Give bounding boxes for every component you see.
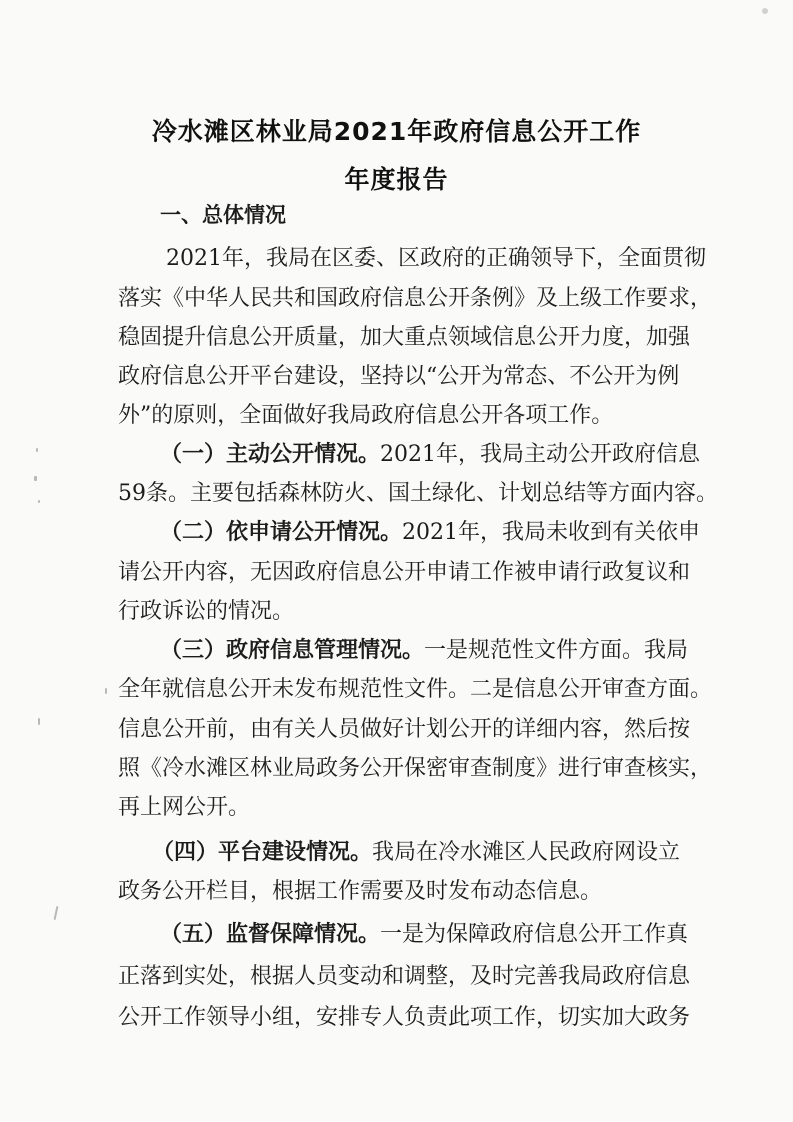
- paragraph-text: 一是规范性文件方面。我局: [424, 638, 689, 663]
- paragraph-text: 一是为保障政府信息公开工作真: [380, 922, 689, 947]
- paragraph-text: 2021年，我局主动公开政府信息: [380, 442, 701, 467]
- scan-speck: [54, 906, 59, 920]
- subsection-heading: （五）监督保障情况。: [160, 922, 381, 947]
- paragraph-line: 请公开内容，无因政府信息公开申请工作被申请行政复议和: [118, 560, 691, 585]
- paragraph-line: [160, 440, 700, 470]
- subsection-heading: （二）依申请公开情况。: [160, 520, 403, 545]
- subsection-heading: （四）平台建设情况。: [152, 840, 373, 865]
- paragraph-line: [160, 636, 688, 666]
- document-title-line-2: 年度报告: [344, 165, 449, 194]
- paragraph-text: 我局在冷水滩区人民政府网设立: [372, 840, 681, 865]
- paragraph-line: 59条。主要包括森林防火、国土绿化、计划总结等方面内容。: [118, 481, 718, 506]
- paragraph-line: 全年就信息公开未发布规范性文件。二是信息公开审查方面。: [118, 677, 713, 702]
- paragraph-line: 外”的原则，全面做好我局政府信息公开各项工作。: [118, 403, 614, 428]
- scan-speck: [762, 8, 768, 14]
- paragraph-line: 政府信息公开平台建设，坚持以“公开为常态、不公开为例: [118, 364, 680, 389]
- paragraph-line: 再上网公开。: [118, 795, 251, 820]
- section-heading: 一、总体情况: [160, 203, 286, 227]
- subsection-heading: （三）政府信息管理情况。: [160, 638, 425, 663]
- paragraph-line: [152, 838, 680, 868]
- scan-speck: [36, 448, 38, 452]
- scan-speck: [105, 688, 107, 694]
- paragraph-line: 稳固提升信息公开质量，加大重点领域信息公开力度，加强: [118, 325, 691, 350]
- paragraph-line: 2021年，我局在区委、区政府的正确领导下，全面贯彻: [166, 246, 706, 271]
- paragraph-line: 政务公开栏目，根据工作需要及时发布动态信息。: [118, 879, 603, 904]
- scan-speck: [38, 500, 40, 503]
- document-title: 冷水滩区林业局2021年政府信息公开工作: [151, 117, 642, 146]
- paragraph-line: [160, 518, 700, 548]
- paragraph-line: 照《冷水滩区林业局政务公开保密审查制度》进行审查核实，: [118, 756, 713, 781]
- paragraph-line: 正落到实处，根据人员变动和调整，及时完善我局政府信息: [118, 964, 691, 989]
- subsection-heading: （一）主动公开情况。: [160, 442, 381, 467]
- paragraph-line: 信息公开前，由有关人员做好计划公开的详细内容，然后按: [118, 717, 691, 742]
- paragraph-line: [160, 920, 688, 950]
- scan-speck: [34, 476, 37, 481]
- scan-speck: [38, 718, 40, 725]
- paragraph-line: 行政诉讼的情况。: [118, 599, 295, 624]
- paragraph-line: 落实《中华人民共和国政府信息公开条例》及上级工作要求，: [118, 286, 713, 311]
- paragraph-line: 公开工作领导小组，安排专人负责此项工作，切实加大政务: [118, 1005, 691, 1030]
- paragraph-text: 2021年，我局未收到有关依申: [402, 520, 701, 545]
